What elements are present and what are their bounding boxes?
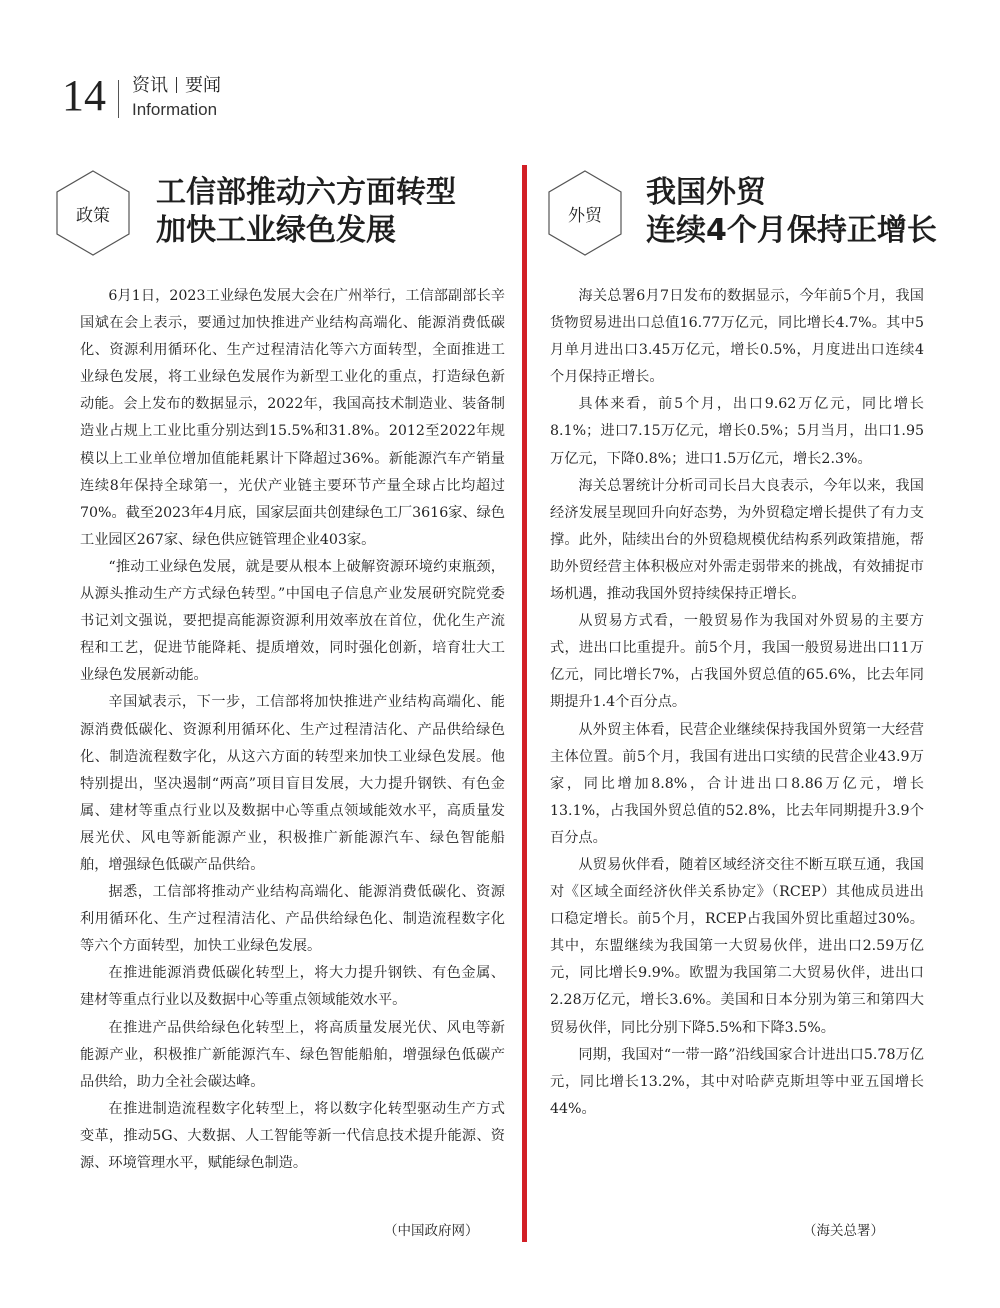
article-body — [550, 283, 924, 1123]
paragraph: 同期，我国对“一带一路”沿线国家合计进出口5.78万亿元，同比增长13.2%，其中对哈萨克斯坦等中亚五国增长44%。 — [550, 1046, 924, 1117]
category-tag-hexagon — [540, 168, 630, 258]
category-tag-label: 外贸 — [568, 205, 602, 226]
header-divider — [118, 80, 119, 118]
paragraph: 在推进产品供给绿色化转型上，将高质量发展光伏、风电等新能源产业，积极推广新能源汽车、绿色智能船舶，增强绿色低碳产品供给，助力全社会碳达峰。 — [80, 1019, 505, 1090]
paragraph: 海关总署6月7日发布的数据显示，今年前5个月，我国货物贸易进出口总值16.77万亿元，同比增长4.7%。其中5月单月进出口3.45万亿元，增长0.5%，月度进出口连续4个月保持正增长。 — [550, 288, 924, 386]
paragraph: 具体来看，前5个月，出口9.62万亿元，同比增长8.1%；进口7.15万亿元，增长0.5%；5月当月，出口1.95万亿元，下降0.8%；进口1.5万亿元，增长2.3%。 — [550, 396, 924, 467]
paragraph: 从贸易方式看，一般贸易作为我国对外贸易的主要方式，进出口比重提升。前5个月，我国一般贸易进出口11万亿元，同比增长7%，占我国外贸总值的65.6%，比去年同期提升1.4个百分点。 — [550, 613, 924, 711]
paragraph: 从外贸主体看，民营企业继续保持我国外贸第一大经营主体位置。前5个月，我国有进出口实绩的民营企业43.9万家，同比增加8.8%，合计进出口8.86万亿元，增长13.1%，占我国外贸总值的52.8%，比去年同期提升3.9个百分点。 — [550, 721, 924, 846]
section-name-english: Information — [132, 100, 218, 119]
category-tag-hexagon — [48, 168, 138, 258]
subsection-name: 要闻 — [185, 75, 221, 96]
article-title — [646, 174, 937, 250]
article-title-line: 我国外贸 — [646, 175, 766, 210]
section-separator — [176, 77, 177, 93]
article-title — [156, 174, 456, 250]
paragraph: 海关总署统计分析司司长吕大良表示，今年以来，我国经济发展呈现回升向好态势，为外贸稳定增长提供了有力支撑。此外，陆续出台的外贸稳规模优结构系列政策措施，帮助外贸经营主体积极应对外需走弱带来的挑战，有效捕捉市场机遇，推动我国外贸持续保持正增长。 — [550, 477, 924, 603]
paragraph: 在推进制造流程数字化转型上，将以数字化转型驱动生产方式变革，推动5G、大数据、人工智能等新一代信息技术提升能源、资源、环境管理水平，赋能绿色制造。 — [80, 1100, 505, 1171]
paragraph: 在推进能源消费低碳化转型上，将大力提升钢铁、有色金属、建材等重点行业以及数据中心等重点领域能效水平。 — [80, 965, 505, 1009]
article-title-line: 工信部推动六方面转型 — [156, 175, 456, 210]
category-tag-label: 政策 — [76, 205, 110, 226]
section-label — [132, 76, 221, 96]
article-source: （中国政府网） — [384, 1223, 479, 1239]
paragraph: 辛国斌表示，下一步，工信部将加快推进产业结构高端化、能源消费低碳化、资源利用循环化、生产过程清洁化、产品供给绿色化、制造流程数字化，从这六方面的转型来加快工业绿色发展。他特别提出，坚决遏制“两高”项目盲目发展，大力提升钢铁、有色金属、建材等重点行业以及数据中心等重点领域能效水平，高质量发展光伏、风电等新能源产业，积极推广新能源汽车、绿色智能船舶，增强绿色低碳产品供给。 — [80, 694, 505, 873]
article-title-line: 连续4个月保持正增长 — [646, 213, 937, 248]
paragraph: 从贸易伙伴看，随着区域经济交往不断互联互通，我国对《区域全面经济伙伴关系协定》（RCEP）其他成员进出口稳定增长。前5个月，RCEP占我国外贸比重超过30%。其中，东盟继续为我国第一大贸易伙伴，进出口2.59万亿元，同比增长9.9%。欧盟为我国第二大贸易伙伴，进出口2.28万亿元，增长3.6%。美国和日本分别为第三和第四大贸易伙伴，同比分别下降5.5%和下降3.5%。 — [550, 856, 924, 1036]
section-name: 资讯 — [132, 75, 168, 96]
article-title-line: 加快工业绿色发展 — [156, 213, 396, 248]
paragraph: 6月1日，2023工业绿色发展大会在广州举行，工信部副部长辛国斌在会上表示，要通过加快推进产业结构高端化、能源消费低碳化、资源利用循环化、生产过程清洁化等六方面转型，全面推进工业绿色发展，将工业绿色发展作为新型工业化的重点，打造绿色新动能。会上发布的数据显示，2022年，我国高技术制造业、装备制造业占规上工业比重分别达到15.5%和31.8%。2012至2022年规模以上工业单位增加值能耗累计下降超过36%。新能源汽车产销量连续8年保持全球第一，光伏产业链主要环节产量全球占比均超过70%。截至2023年4月底，国家层面共创建绿色工厂3616家、绿色工业园区267家、绿色供应链管理企业403家。 — [80, 288, 505, 548]
article-body — [80, 283, 505, 1177]
column-divider-rule — [522, 165, 527, 1242]
paragraph: “推动工业绿色发展，就是要从根本上破解资源环境约束瓶颈，从源头推动生产方式绿色转型。”中国电子信息产业发展研究院党委书记刘文强说，要把提高能源资源利用效率放在首位，优化生产流程和工艺，促进节能降耗、提质增效，同时强化创新，培育壮大工业绿色发展新动能。 — [80, 558, 505, 684]
article-source: （海关总署） — [803, 1223, 884, 1239]
paragraph: 据悉，工信部将推动产业结构高端化、能源消费低碳化、资源利用循环化、生产过程清洁化、产品供给绿色化、制造流程数字化等六个方面转型，加快工业绿色发展。 — [80, 884, 505, 955]
page-number: 14 — [62, 71, 106, 120]
